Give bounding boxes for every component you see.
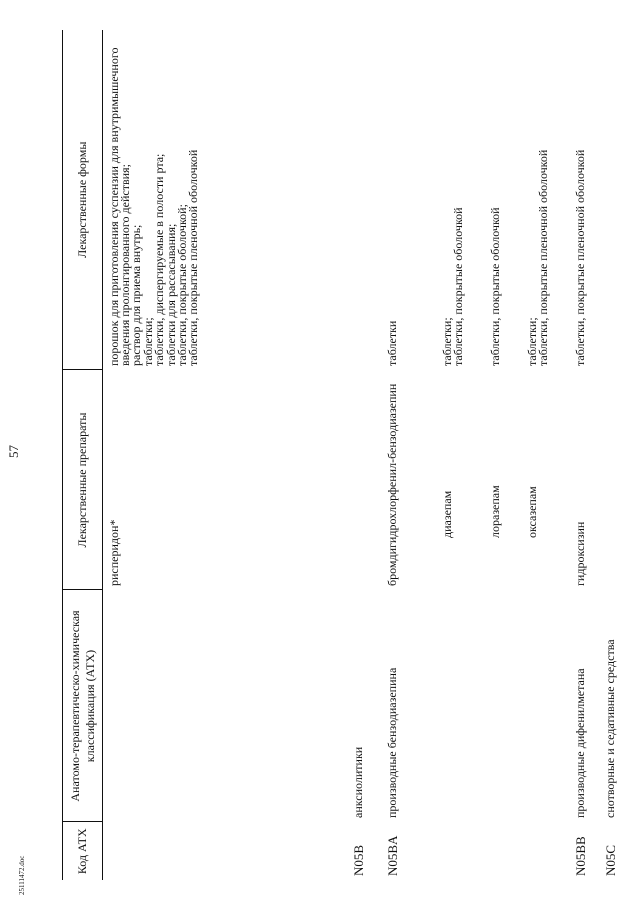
table-row [109,30,353,880]
atc-code [442,822,490,880]
drug-name: диазепам [439,490,454,538]
dosage-forms [605,30,629,370]
atc-classification: снотворные и седативные средства [602,639,617,818]
table-row [575,30,605,880]
dosage-form: порошок для приготовления суспензии для внутримышечного введения пролонгированного действия; [106,47,132,366]
dosage-forms [572,30,605,370]
drug-name: бромдигидрохлорфенил-бензодиазепин [384,383,399,586]
dosage-forms [439,30,490,370]
dosage-form: таблетки, покрытые пленочной оболочкой [186,149,201,366]
dosage-form: таблетки для рассасывания; [163,223,178,366]
atc-classification: анксиолитики [350,746,365,818]
dosage-form: раствор для приема внутрь; [129,224,144,366]
drug-name: лоразепам [487,485,502,538]
drug-name: оксазепам [524,486,539,538]
atc-code: N05BA [384,835,400,876]
atc-classification [527,590,575,822]
dosage-form: таблетки, покрытые оболочкой; [174,204,189,366]
atc-code: N05C [602,844,618,876]
atc-code: N05B [350,844,366,876]
drug-name [605,370,629,590]
atc-classification [109,590,353,822]
atc-code [527,822,575,880]
atc-classification [490,590,527,822]
atc-code: N05BB [572,836,588,876]
dosage-form: таблетки, диспергируемые в полости рта; [152,153,167,366]
table-row [353,30,387,880]
dosage-forms [353,30,387,370]
header-drugs: Лекарственные препараты [63,370,103,590]
header-code: Код АТХ [63,822,103,880]
dosage-forms [384,30,442,370]
dosage-form: таблетки; [140,317,155,366]
table-row [387,30,442,880]
table-row [490,30,527,880]
atc-classification [442,590,490,822]
dosage-form: таблетки [384,320,399,366]
table-body [103,30,629,880]
drug-name [353,370,387,590]
drug-name: рисперидон* [106,519,121,586]
table-header [63,30,103,880]
dosage-form: таблетки, покрытые пленочной оболочкой [535,149,550,366]
atc-classification: производные бензодиазепина [384,667,399,818]
document-id: 25111472.doc [18,855,26,895]
page-number: 57 [6,445,21,458]
dosage-form: таблетки, покрытые оболочкой [450,207,465,366]
header-classification: Анатомо-терапевтическо-химическая классификация (АТХ) [63,590,103,822]
table-row [527,30,575,880]
medications-table-container [62,30,618,880]
atc-code [109,822,353,880]
medications-table [62,30,629,880]
table-row [442,30,490,880]
dosage-forms [487,30,527,370]
dosage-forms [524,30,575,370]
table-row [605,30,629,880]
dosage-forms [106,30,353,370]
dosage-form: таблетки, покрытые пленочной оболочкой [572,149,587,366]
atc-code [490,822,527,880]
header-forms: Лекарственные формы [63,30,103,370]
drug-name: гидроксизин [572,521,587,586]
dosage-form: таблетки; [524,317,539,366]
dosage-form: таблетки, покрытые оболочкой [487,207,502,366]
atc-classification: производные дифенилметана [572,668,587,818]
dosage-form: таблетки; [439,317,454,366]
